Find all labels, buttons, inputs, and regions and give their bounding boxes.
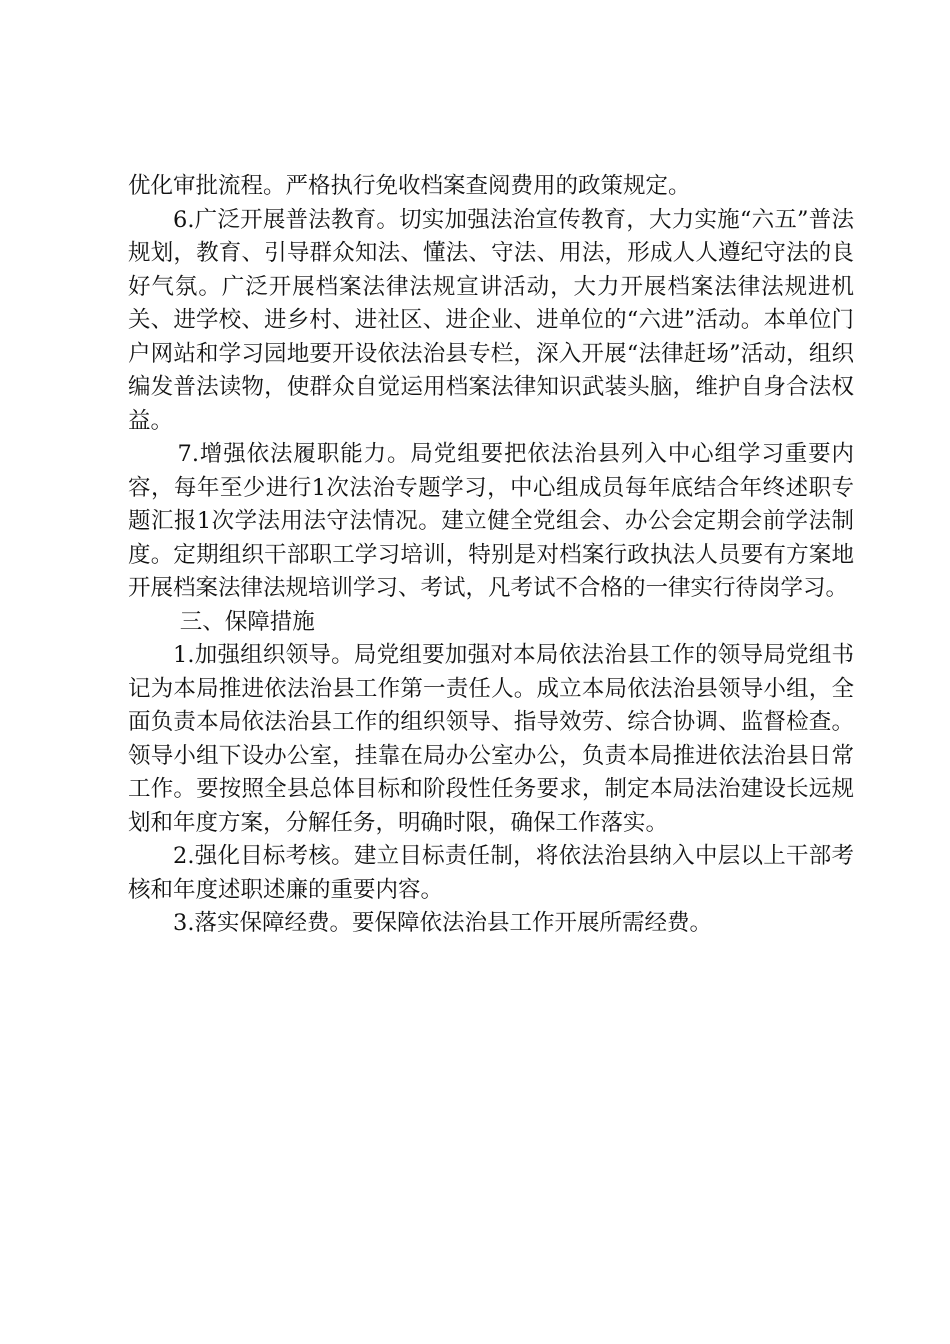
paragraph-item-6: 6.广泛开展普法教育。切实加强法治宣传教育，大力实施“六五”普法规划，教育、引导群众知法、懂法、守法、用法，形成人人遵纪守法的良好气氛。广泛开展档案法律法规宣讲活动，大力开展档案法律法规进机关、进学校、进乡村、进社区、进企业、进单位的“六进”活动。本单位门户网站和学习园地要开设依法治县专栏，深入开展“法律赶场”活动，组织编发普法读物，使群众自觉运用档案法律知识武装头脑，维护自身合法权益。 [128,206,854,434]
paragraph-item-7: 7.增强依法履职能力。局党组要把依法治县列入中心组学习重要内容，每年至少进行1次法治专题学习，中心组成员每年底结合年终述职专题汇报1次学法用法守法情况。建立健全党组会、办公会定期会前学法制度。定期组织干部职工学习培训，特别是对档案行政执法人员要有方案地开展档案法律法规培训学习、考试，凡考试不合格的一律实行待岗学习。 [128,441,854,601]
paragraph-measure-1: 1.加强组织领导。局党组要加强对本局依法治县工作的领导局党组书记为本局推进依法治县工作第一责任人。成立本局依法治县领导小组，全面负责本局依法治县工作的组织领导、指导效劳、综合协调、监督检查。领导小组下设办公室，挂靠在局办公室办公，负责本局推进依法治县日常工作。要按照全县总体目标和阶段性任务要求，制定本局法治建设长远规划和年度方案，分解任务，明确时限，确保工作落实。 [128,642,854,836]
document-body [128,170,854,941]
paragraph-measure-2: 2.强化目标考核。建立目标责任制，将依法治县纳入中层以上干部考核和年度述职述廉的重要内容。 [128,843,854,903]
paragraph-continuation: 优化审批流程。严格执行免收档案查阅费用的政策规定。 [128,173,691,199]
section-heading: 三、保障措施 [179,608,315,635]
paragraph-measure-3: 3.落实保障经费。要保障依法治县工作开展所需经费。 [173,910,712,936]
